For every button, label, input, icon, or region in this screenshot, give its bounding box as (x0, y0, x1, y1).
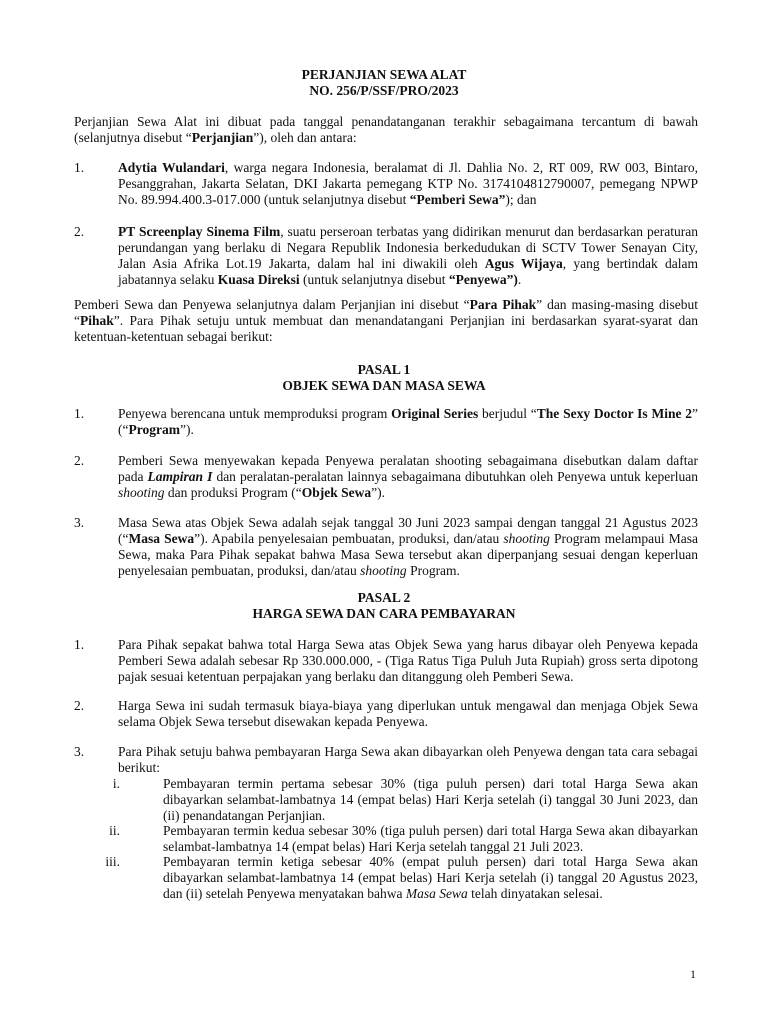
subitem-i: Pembayaran termin pertama sebesar 30% (tiga puluh persen) dari total Harga Sewa akan dibayarkan selambat-lambatnya 14 (empat belas) Hari Kerja setelah (i) tanggal 30 Juni 2023, dan (ii) penandatangan Perjanjian. (163, 776, 698, 823)
party-1-role: “Pemberi Sewa” (409, 192, 506, 207)
pasal-2-number: PASAL 2 (357, 590, 411, 605)
subitem-i-number: i. (112, 776, 120, 791)
subitem-ii-number: ii. (109, 823, 120, 838)
party-2: PT Screenplay Sinema Film, suatu perseroan terbatas yang didirikan menurut dan berdasarkan peraturan perundangan yang berlaku di Negara Republik Indonesia berkedudukan di SCTV Tower Senayan City, Jalan Asia Afrika Lot.19 Jakarta, dalam hal ini diwakili oleh Agus Wijaya, yang bertindak dalam jabatannya selaku Kuasa Direksi (untuk selanjutnya disebut “Penyewa”). (118, 224, 698, 287)
pasal-1-title: OBJEK SEWA DAN MASA SEWA (282, 378, 486, 393)
intro-paragraph: Perjanjian Sewa Alat ini dibuat pada tanggal penandatanganan terakhir sebagaimana tercantum di bawah (selanjutnya disebut “Perjanjian”), oleh dan antara: (74, 114, 698, 145)
pasal-1-item-3: Masa Sewa atas Objek Sewa adalah sejak tanggal 30 Juni 2023 sampai dengan tanggal 21 Agustus 2023 (“Masa Sewa”). Apabila penyelesaian pembuatan, produksi, dan/atau shooting Program melampaui Masa Sewa, maka Para Pihak sepakat bahwa Masa Sewa tersebut akan diperpanjang sesuai dengan keperluan penyelesaian pembuatan, produksi, dan/atau shooting Program. (118, 515, 698, 578)
parties-paragraph: Pemberi Sewa dan Penyewa selanjutnya dalam Perjanjian ini disebut “Para Pihak” dan masing-masing disebut “Pihak”. Para Pihak setuju untuk membuat dan menandatangani Perjanjian ini berdasarkan syarat-syarat dan ketentuan-ketentuan sebagai berikut: (74, 297, 698, 344)
lampiran-reference: Lampiran I (147, 469, 213, 484)
term-pihak: Pihak (80, 313, 114, 328)
party-1: Adytia Wulandari, warga negara Indonesia, beralamat di Jl. Dahlia No. 2, RT 009, RW 003, Bintaro, Pesanggrahan, Jakarta Selatan, DKI Jakarta pemegang KTP No. 3174104812790007, pemegang NPWP No. 89.994.400.3-017.000 (untuk selanjutnya disebut “Pemberi Sewa”); dan (118, 160, 699, 207)
pasal-1-item-1: Penyewa berencana untuk memproduksi program Original Series berjudul “The Sexy Doctor Is Mine 2” (“Program”). (118, 406, 698, 437)
pasal-2-heading (0, 590, 768, 622)
pasal-1-item-2-number: 2. (74, 453, 85, 468)
pasal-1-item-2: Pemberi Sewa menyewakan kepada Penyewa peralatan shooting sebagaimana disebutkan dalam daftar pada Lampiran I dan peralatan-peralatan lainnya sebagaimana dibutuhkan oleh Penyewa untuk keperluan shooting dan produksi Program (“Objek Sewa”). (118, 453, 698, 500)
program-title: The Sexy Doctor Is Mine 2 (536, 406, 692, 421)
subitem-iii-number: iii. (105, 854, 120, 869)
page-number: 1 (690, 967, 696, 981)
term-perjanjian: Perjanjian (191, 130, 254, 145)
party-2-position: Kuasa Direksi (217, 272, 300, 287)
document-number: NO. 256/P/SSF/PRO/2023 (309, 83, 459, 98)
party-2-representative: Agus Wijaya (484, 256, 563, 271)
pasal-2-item-3-number: 3. (74, 744, 85, 759)
pasal-2-item-1: Para Pihak sepakat bahwa total Harga Sewa atas Objek Sewa yang harus dibayar oleh Penyewa kepada Pemberi Sewa adalah sebesar Rp 330.000.000, - (Tiga Ratus Tiga Puluh Juta Rupiah) gross serta dipotong pajak sesuai ketentuan perpajakan yang berlaku dan ditanggung oleh Pemberi Sewa. (118, 637, 698, 684)
pasal-2-title: HARGA SEWA DAN CARA PEMBAYARAN (252, 606, 516, 621)
subitem-ii: Pembayaran termin kedua sebesar 30% (tiga puluh persen) dari total Harga Sewa akan dibayarkan selambat-lambatnya 14 (empat belas) Hari Kerja setelah tanggal 21 Juli 2023. (163, 823, 698, 854)
party-2-name: PT Screenplay Sinema Film (118, 224, 281, 239)
pasal-2-item-3: Para Pihak setuju bahwa pembayaran Harga Sewa akan dibayarkan oleh Penyewa dengan tata cara sebagai berikut: (118, 744, 698, 775)
pasal-1-item-3-number: 3. (74, 515, 85, 530)
pasal-2-item-1-number: 1. (74, 637, 85, 652)
subitem-iii: Pembayaran termin ketiga sebesar 40% (empat puluh persen) dari total Harga Sewa akan dibayarkan selambat-lambatnya 14 (empat belas) Hari Kerja setelah (i) tanggal 20 Agustus 2023, dan (ii) setelah Penyewa menyatakan bahwa Masa Sewa telah dinyatakan selesai. (163, 854, 698, 901)
pasal-2-item-2-number: 2. (74, 698, 85, 713)
party-1-name: Adytia Wulandari (118, 160, 225, 175)
term-para-pihak: Para Pihak (469, 297, 537, 312)
pasal-1-number: PASAL 1 (357, 362, 411, 377)
pasal-2-item-2: Harga Sewa ini sudah termasuk biaya-biaya yang diperlukan untuk mengawal dan menjaga Objek Sewa selama Objek Sewa tersebut disewakan kepada Penyewa. (118, 698, 698, 729)
document-title-block (0, 67, 768, 99)
party-2-number: 2. (74, 224, 85, 239)
pasal-1-item-1-number: 1. (74, 406, 85, 421)
document-title: PERJANJIAN SEWA ALAT (301, 67, 467, 82)
party-1-number: 1. (74, 160, 85, 175)
party-2-role: “Penyewa”) (448, 272, 518, 287)
pasal-1-heading (0, 362, 768, 394)
